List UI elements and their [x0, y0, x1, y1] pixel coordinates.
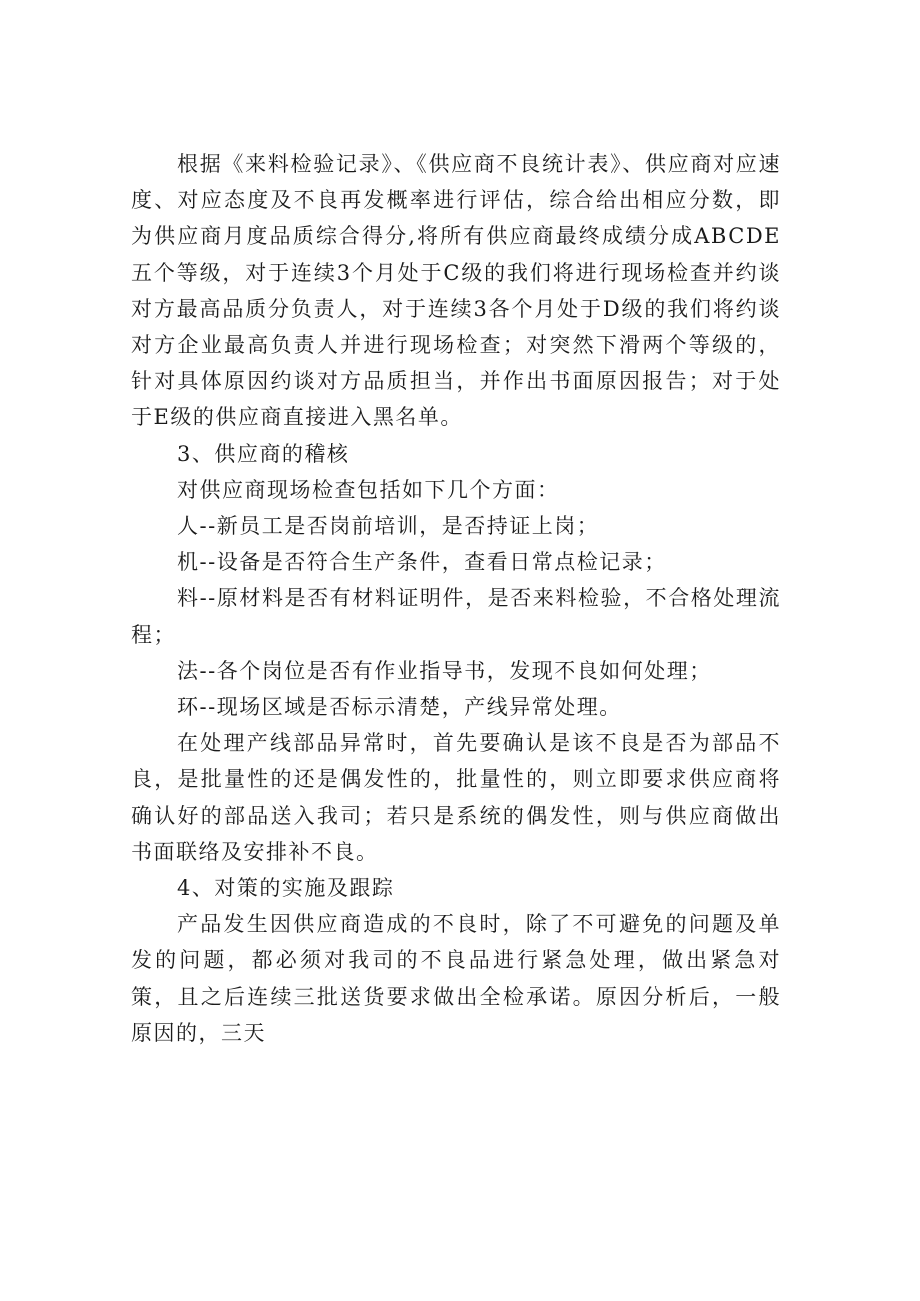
list-item-people: 人--新员工是否岗前培训，是否持证上岗； — [177, 514, 600, 539]
heading-supplier-audit: 3、供应商的稽核 — [177, 441, 350, 466]
paragraph-line-anomaly: 在处理产线部品异常时，首先要确认是该不良是否为部品不良，是批量性的还是偶发性的，批量性的，则立即要求供应商将确认好的部品送入我司；若只是系统的偶发性，则与供应商做出书面联络及安排补不良。 — [131, 731, 781, 864]
document-body — [131, 146, 781, 1051]
list-item-method: 法--各个岗位是否有作业指导书，发现不良如何处理； — [177, 658, 712, 683]
paragraph-audit-intro: 对供应商现场检查包括如下几个方面： — [177, 477, 560, 502]
paragraph-countermeasures: 产品发生因供应商造成的不良时，除了不可避免的问题及单发的问题，都必须对我司的不良品进行紧急处理，做出紧急对策，且之后连续三批送货要求做出全检承诺。原因分析后，一般原因的，三天 — [131, 912, 781, 1045]
list-item-material: 料--原材料是否有材料证明件，是否来料检验，不合格处理流程； — [131, 586, 781, 647]
heading-countermeasures: 4、对策的实施及跟踪 — [177, 876, 395, 901]
list-item-environment: 环--现场区域是否标示清楚，产线异常处理。 — [177, 695, 622, 720]
paragraph-supplier-grading: 根据《来料检验记录》、《供应商不良统计表》、供应商对应速度、对应态度及不良再发概率进行评估，综合给出相应分数，即为供应商月度品质综合得分,将所有供应商最终成绩分成ABCDE五个等级，对于连续3个月处于C级的我们将进行现场检查并约谈对方最高品质分负责人，对于连续3各个月处于D级的我们将约谈对方企业最高负责人并进行现场检查；对突然下滑两个等级的，针对具体原因约谈对方品质担当，并作出书面原因报告；对于处于E级的供应商直接进入黑名单。 — [131, 152, 781, 430]
list-item-machine: 机--设备是否符合生产条件，查看日常点检记录； — [177, 550, 667, 575]
